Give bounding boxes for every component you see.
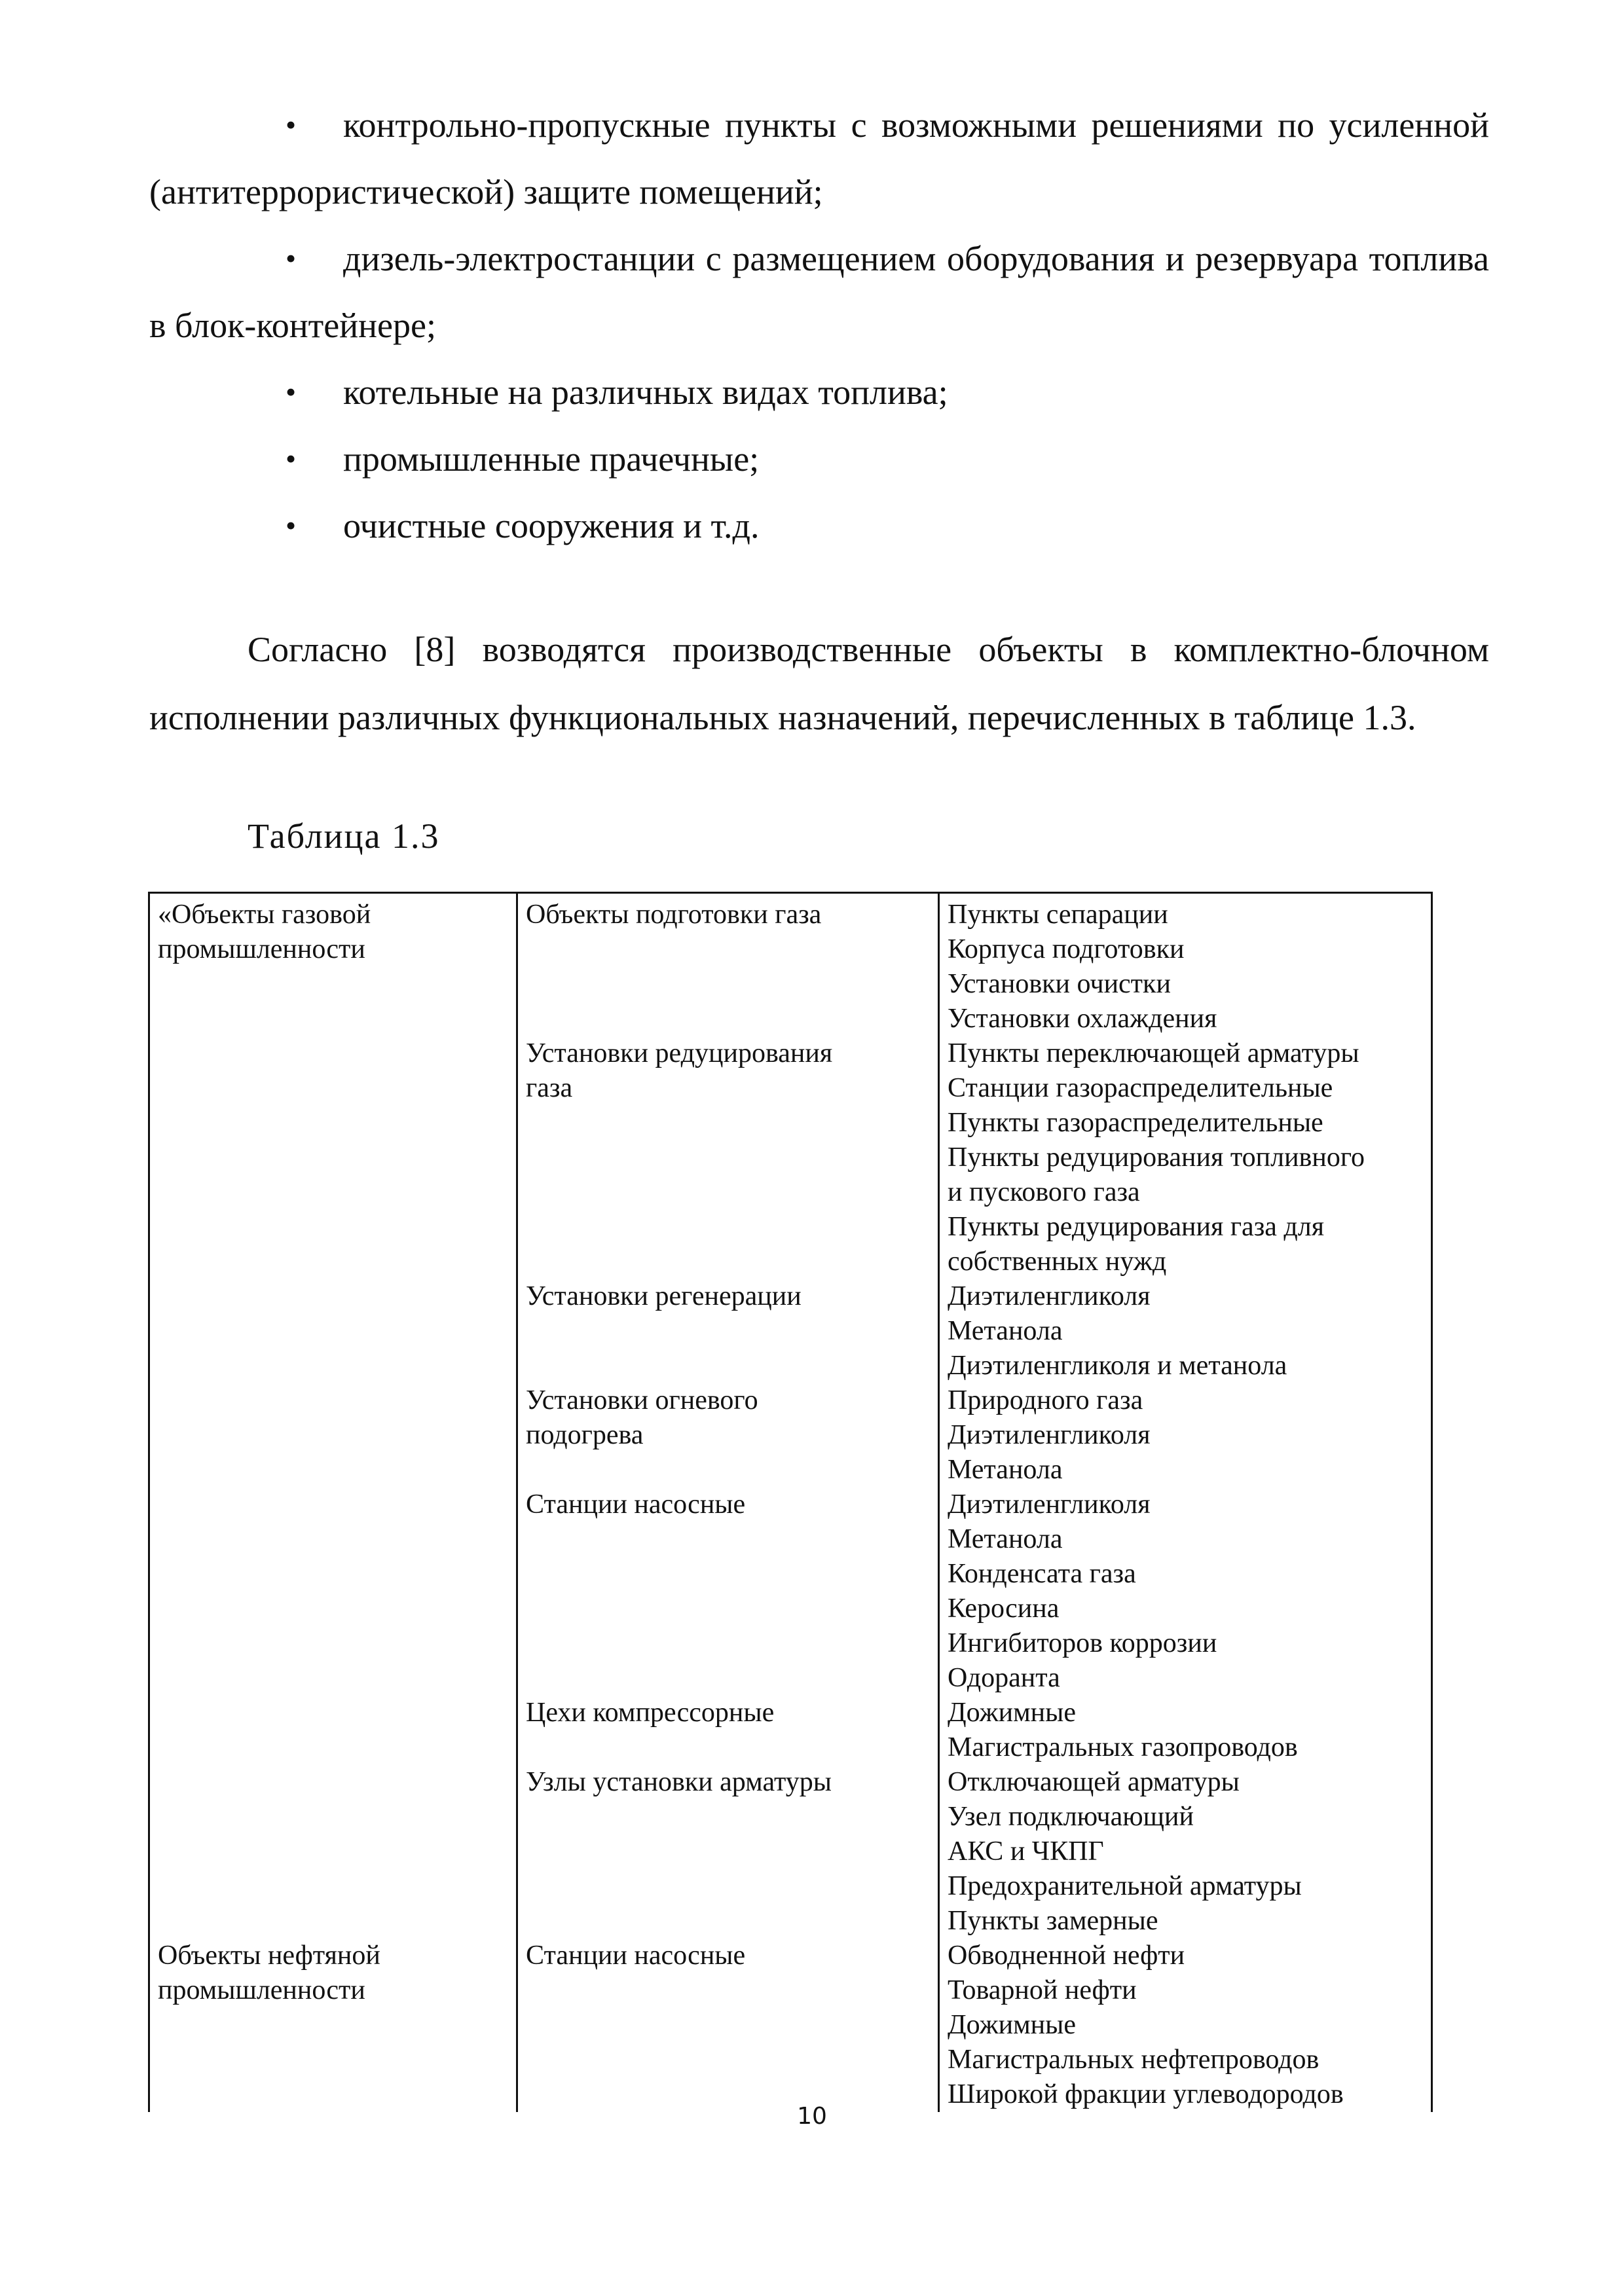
- table-cell-line: Установки очистки: [948, 969, 1171, 999]
- table-column-object-kind: [939, 893, 1432, 2113]
- table-cell-line: [526, 1245, 930, 1279]
- table-cell-line: Пункты замерные: [948, 1906, 1158, 1936]
- table-cell-line: [158, 1349, 508, 1383]
- body-paragraph: Согласно [8] возводятся производственные объекты в комплектно-блочном исполнении различных функциональных назначений, перечисленных в таблице 1.3.: [149, 630, 1489, 737]
- bullet-item: [149, 359, 1489, 426]
- table-cell-line: [158, 1418, 508, 1453]
- table-cell-line: собственных нужд: [948, 1247, 1167, 1277]
- table-cell-line: Метанола: [948, 1316, 1063, 1346]
- table-cell-line: [526, 967, 930, 1002]
- table-cell-line: Метанола: [948, 1524, 1063, 1554]
- table-cell-line: Пункты газораспределительные: [948, 1108, 1323, 1138]
- table-cell-line: Одоранта: [948, 1663, 1060, 1693]
- bullet-dot-icon: •: [286, 375, 297, 409]
- table-cell-line: промышленности: [158, 934, 365, 964]
- table-cell-line: [158, 1834, 508, 1869]
- table-cell-line: [158, 1626, 508, 1661]
- table-cell-line: [526, 1904, 930, 1939]
- bullet-text: очистные сооружения и т.д.: [343, 506, 760, 545]
- table-cell-line: Дожимные: [948, 1698, 1077, 1728]
- objects-table: [148, 892, 1433, 2112]
- table-cell-line: [158, 1904, 508, 1939]
- table-row: [149, 893, 1432, 2113]
- table-cell-line: Керосина: [948, 1594, 1060, 1624]
- table-cell-line: и пускового газа: [948, 1177, 1140, 1207]
- table-cell-line: газа: [526, 1073, 573, 1103]
- table-cell-line: [158, 1487, 508, 1522]
- table-cell-line: Магистральных газопроводов: [948, 1732, 1298, 1762]
- table-cell-line: Диэтиленгликоля и метанола: [948, 1351, 1287, 1381]
- table-cell-line: Диэтиленгликоля: [948, 1420, 1151, 1450]
- table-cell-line: Обводненной нефти: [948, 1941, 1185, 1971]
- table-cell-line: [158, 2008, 508, 2043]
- table-cell-line: [158, 1730, 508, 1765]
- bullet-text: котельные на различных видах топлива;: [343, 373, 948, 412]
- table-cell-line: Природного газа: [948, 1385, 1143, 1415]
- bullet-item: [149, 92, 1489, 225]
- table-cell-line: [158, 1592, 508, 1626]
- bullet-text: дизель-электростанции с размещением оборудования и резервуара топлива в блок-контейнере;: [149, 239, 1489, 345]
- table-caption: Таблица 1.3: [248, 816, 440, 856]
- table-cell-line: [158, 1140, 508, 1175]
- table-column-object-type: [517, 893, 939, 2113]
- table-cell-line: АКС и ЧКПГ: [948, 1836, 1104, 1867]
- table-cell-line: Товарной нефти: [948, 1975, 1137, 2005]
- bullet-item: [149, 225, 1489, 359]
- table-cell-line: Узел подключающий: [948, 1802, 1194, 1832]
- bullet-text: промышленные прачечные;: [343, 439, 760, 479]
- table-cell-line: [526, 1973, 930, 2008]
- table-cell-line: «Объекты газовой: [158, 900, 371, 930]
- table-cell-line: [526, 1730, 930, 1765]
- table-cell-line: Узлы установки арматуры: [526, 1767, 832, 1797]
- bullet-dot-icon: •: [286, 242, 297, 275]
- table-cell-line: [526, 1002, 930, 1036]
- table-cell-line: [526, 1453, 930, 1487]
- table-cell-line: [158, 1071, 508, 1106]
- table-cell-line: Метанола: [948, 1455, 1063, 1485]
- table-cell-line: [158, 1800, 508, 1834]
- table-cell-line: [526, 1522, 930, 1557]
- table-cell-line: [158, 2043, 508, 2077]
- table-cell-line: Предохранительной арматуры: [948, 1871, 1302, 1901]
- table-cell-line: [158, 1522, 508, 1557]
- table-cell-line: [158, 1869, 508, 1904]
- table-cell-line: [526, 1210, 930, 1245]
- bullet-dot-icon: •: [286, 108, 297, 141]
- table-cell-line: Цехи компрессорные: [526, 1698, 775, 1728]
- table-cell-line: Станции насосные: [526, 1489, 746, 1520]
- bullet-item: [149, 426, 1489, 492]
- table-cell-line: Станции газораспределительные: [948, 1073, 1333, 1103]
- table-cell-line: Ингибиторов коррозии: [948, 1628, 1217, 1658]
- table-cell-line: [526, 1140, 930, 1175]
- table-cell-line: [158, 1696, 508, 1730]
- table-cell-line: Пункты редуцирования газа для: [948, 1212, 1325, 1242]
- table-cell-line: Установки редуцирования: [526, 1038, 833, 1068]
- table-cell-line: [526, 932, 930, 967]
- table-cell-line: [158, 1383, 508, 1418]
- table-cell-line: [158, 967, 508, 1002]
- table-cell-line: Установки охлаждения: [948, 1004, 1217, 1034]
- bullet-dot-icon: •: [286, 509, 297, 542]
- table-cell-line: [158, 1036, 508, 1071]
- table-cell-line: Конденсата газа: [948, 1559, 1136, 1589]
- table-cell-line: Пункты редуцирования топливного: [948, 1142, 1365, 1173]
- table-cell-line: [158, 1210, 508, 1245]
- table-cell-line: [158, 1175, 508, 1210]
- table-cell-line: Пункты переключающей арматуры: [948, 1038, 1359, 1068]
- table-cell-line: [526, 1592, 930, 1626]
- table-cell-line: Установки регенерации: [526, 1281, 802, 1311]
- table-cell-line: Объекты подготовки газа: [526, 900, 822, 930]
- table-cell-line: [158, 1279, 508, 1314]
- table-cell-line: [526, 1869, 930, 1904]
- table-cell-line: Диэтиленгликоля: [948, 1489, 1151, 1520]
- table-cell-line: [526, 1626, 930, 1661]
- table-cell-line: Диэтиленгликоля: [948, 1281, 1151, 1311]
- table-cell-line: [526, 1557, 930, 1592]
- table-cell-line: [158, 1453, 508, 1487]
- table-cell-line: Отключающей арматуры: [948, 1767, 1240, 1797]
- bullet-dot-icon: •: [286, 442, 297, 475]
- table-cell-line: [158, 1245, 508, 1279]
- table-cell-line: [158, 1314, 508, 1349]
- table-cell-line: Корпуса подготовки: [948, 934, 1185, 964]
- table-cell-line: Установки огневого: [526, 1385, 758, 1415]
- table-cell-line: [158, 1106, 508, 1140]
- page-number: 10: [797, 2103, 827, 2130]
- table-cell-line: [526, 1349, 930, 1383]
- table-cell-line: [526, 1661, 930, 1696]
- table-column-industry: [149, 893, 517, 2113]
- table-cell-line: Магистральных нефтепроводов: [948, 2045, 1320, 2075]
- table-cell-line: Широкой фракции углеводородов: [948, 2079, 1344, 2109]
- table-cell-line: [526, 1314, 930, 1349]
- table-cell-line: [526, 2043, 930, 2077]
- bullet-item: [149, 492, 1489, 559]
- table-cell-line: Дожимные: [948, 2010, 1077, 2040]
- table-cell-line: [526, 2008, 930, 2043]
- table-cell-line: Пункты сепарации: [948, 900, 1168, 930]
- table-cell-line: промышленности: [158, 1975, 365, 2005]
- bullet-text: контрольно-пропускные пункты с возможными решениями по усиленной (антитеррористической) защите помещений;: [149, 105, 1489, 211]
- table-cell-line: подогрева: [526, 1420, 644, 1450]
- table-cell-line: [526, 1106, 930, 1140]
- table-cell-line: [158, 1557, 508, 1592]
- table-cell-line: [158, 1002, 508, 1036]
- table-cell-line: [158, 1765, 508, 1800]
- table-cell-line: [526, 1800, 930, 1834]
- table-cell-line: [526, 1834, 930, 1869]
- bullet-list: [149, 92, 1489, 559]
- table-cell-line: [158, 1661, 508, 1696]
- table-cell-line: [526, 1175, 930, 1210]
- table-cell-line: Станции насосные: [526, 1941, 746, 1971]
- table-cell-line: Объекты нефтяной: [158, 1941, 380, 1971]
